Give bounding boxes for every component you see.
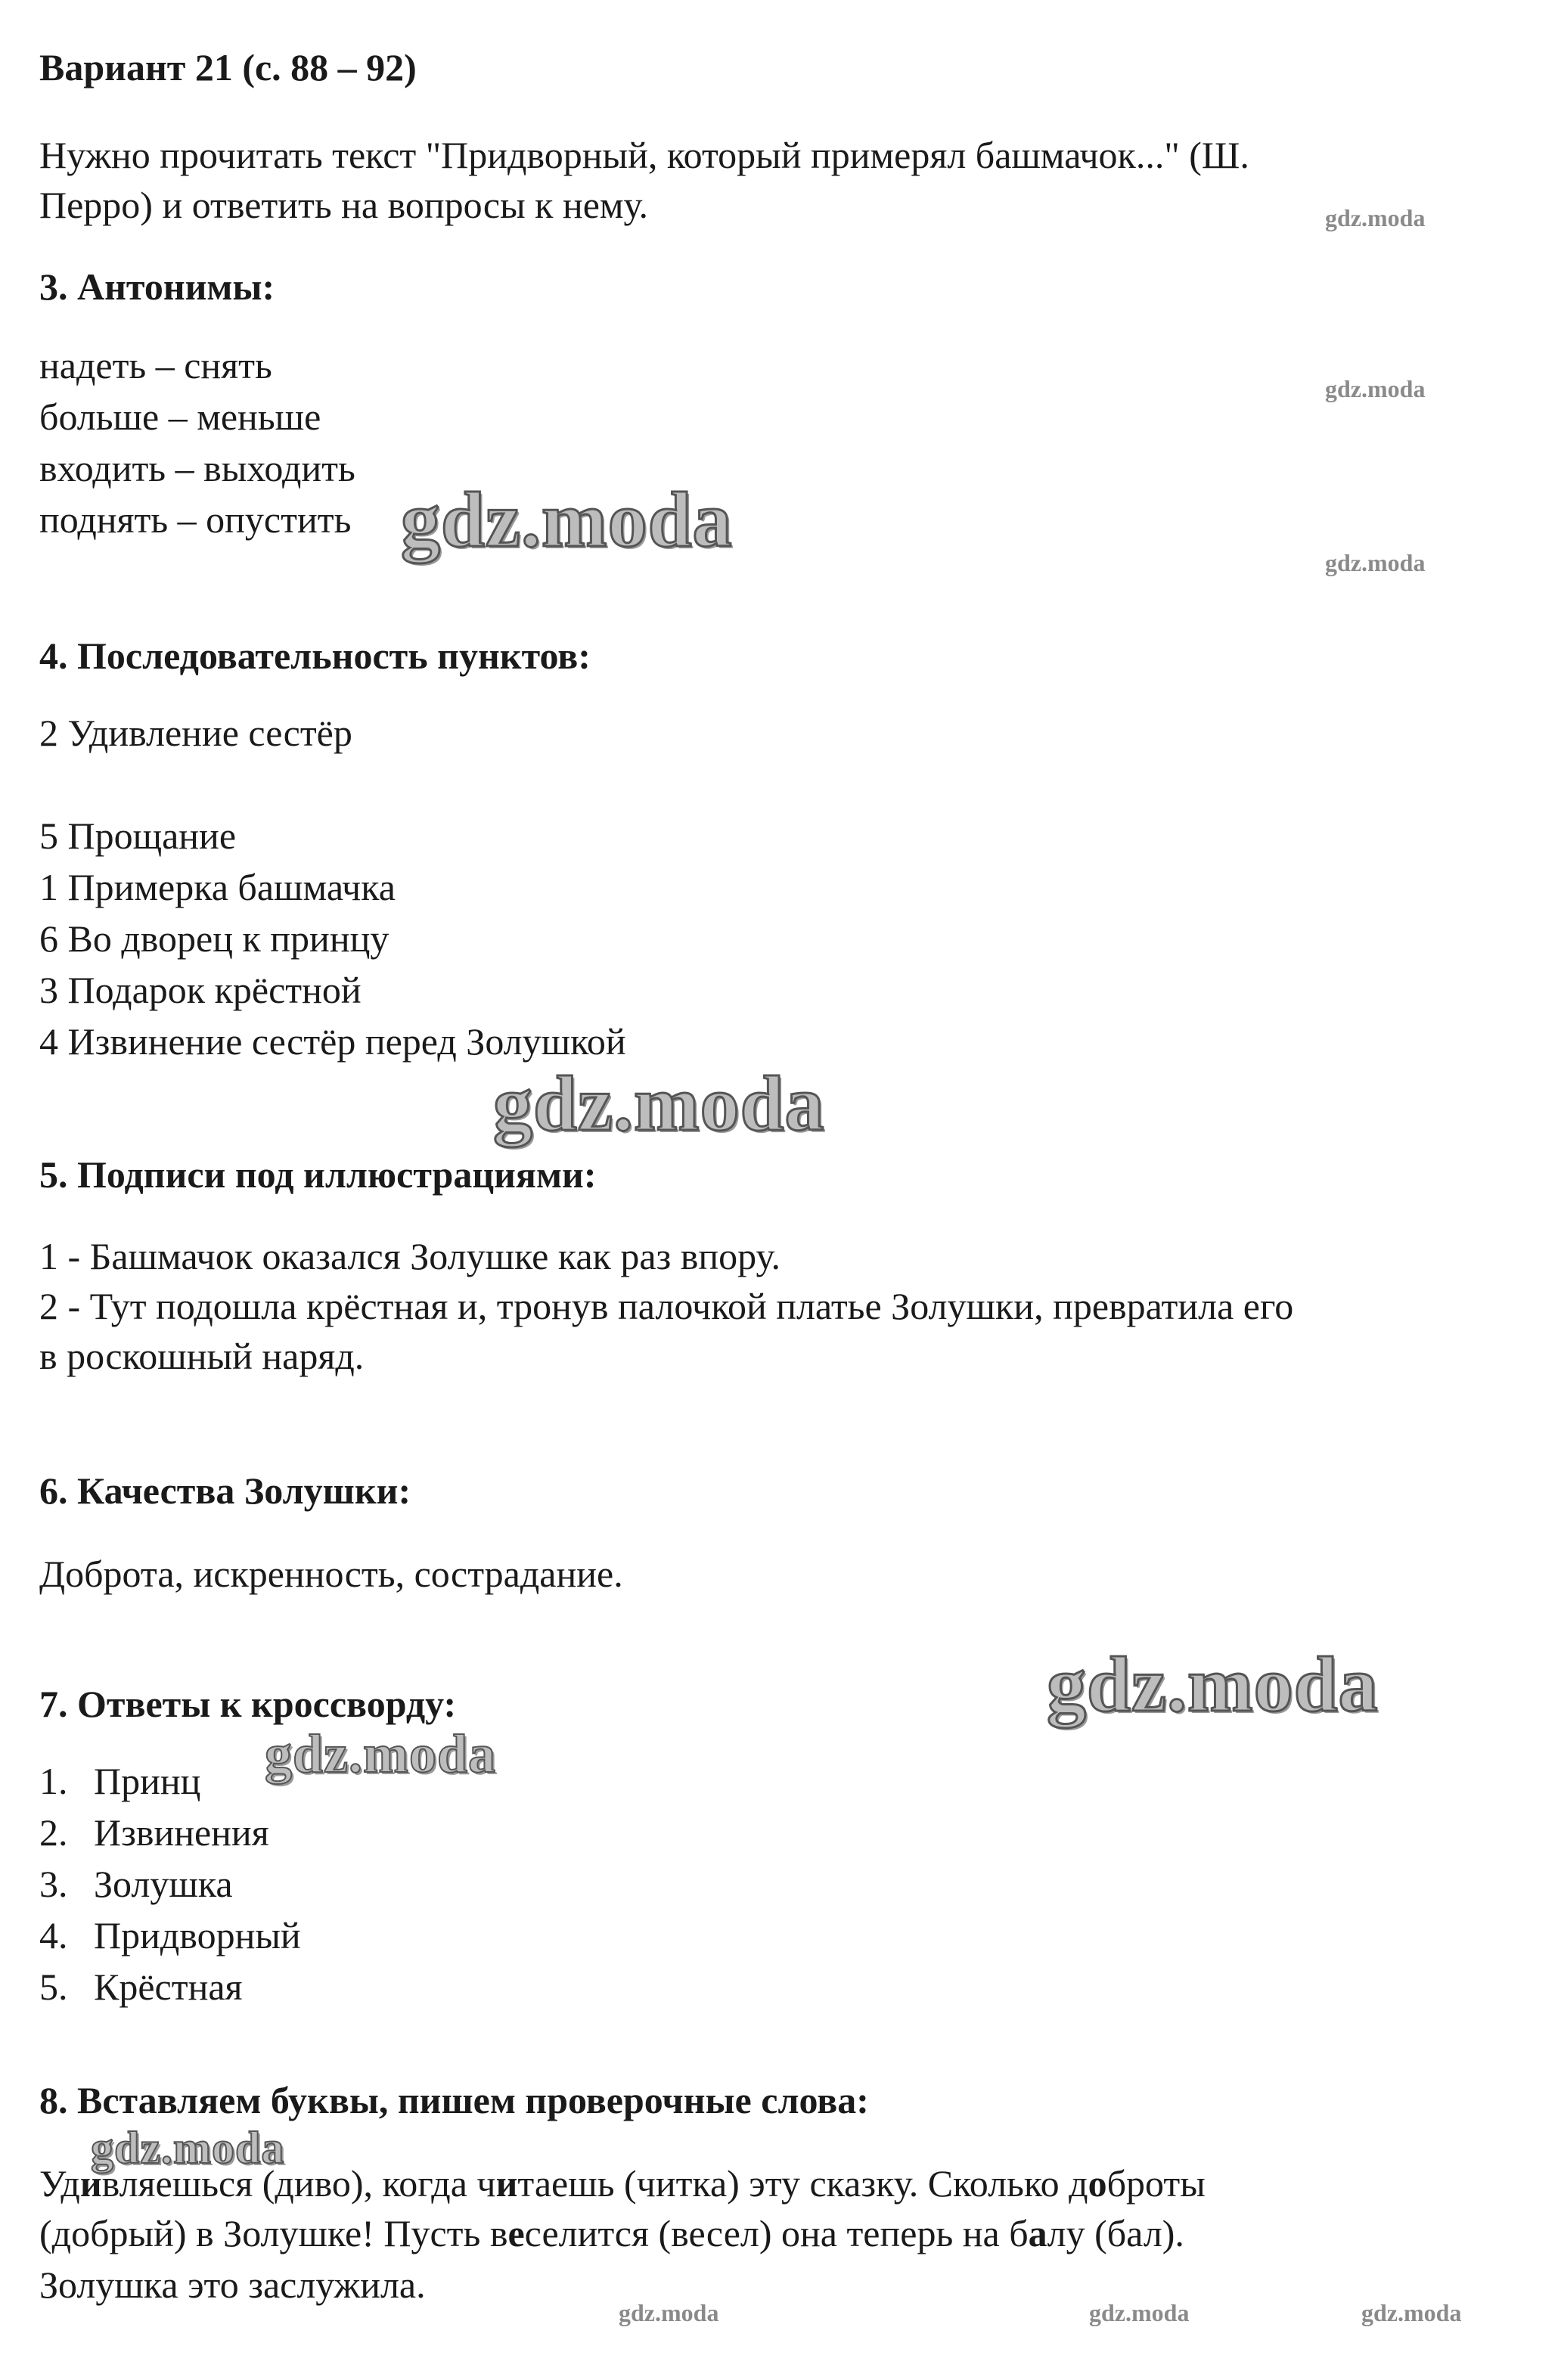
watermark: gdz.moda	[401, 476, 733, 563]
intro-line-1: Нужно прочитать текст "Придворный, который примерял башмачок..." (Ш.	[39, 134, 1249, 176]
section-7-heading: 7. Ответы к кроссворду:	[39, 1683, 457, 1725]
text-fragment: вляешься (диво), когда ч	[101, 2162, 496, 2205]
answer-number: 4.	[39, 1914, 68, 1956]
sequence-item: 3 Подарок крёстной	[39, 969, 362, 1011]
intro-line-2: Перро) и ответить на вопросы к нему.	[39, 184, 649, 226]
inserted-letter: и	[495, 2162, 518, 2205]
text-fragment: таешь (читка) эту сказку. Сколько д	[517, 2162, 1088, 2205]
text-fragment: (добрый) в Золушке! Пусть в	[39, 2212, 508, 2254]
answer-number: 1.	[39, 1760, 68, 1802]
caption-line: в роскошный наряд.	[39, 1335, 365, 1377]
antonym-line: больше – меньше	[39, 396, 321, 438]
text-fragment: Уд	[39, 2162, 80, 2205]
section-4-heading: 4. Последовательность пунктов:	[39, 635, 591, 677]
watermark: gdz.moda	[1325, 204, 1426, 231]
text-fragment: селится (весел) она теперь на б	[524, 2212, 1029, 2254]
section-6-heading: 6. Качества Золушки:	[39, 1469, 411, 1512]
page-title: Вариант 21 (с. 88 – 92)	[39, 46, 417, 88]
section-8-heading: 8. Вставляем буквы, пишем проверочные слова:	[39, 2079, 869, 2121]
sequence-item: 1 Примерка башмачка	[39, 866, 396, 908]
sequence-item: 6 Во дворец к принцу	[39, 917, 389, 960]
answer-number: 3.	[39, 1863, 68, 1905]
caption-line: 2 - Тут подошла крёстная и, тронув палочкой платье Золушки, превратила его	[39, 1285, 1294, 1327]
antonym-line: поднять – опустить	[39, 498, 352, 541]
qualities-line: Доброта, искренность, сострадание.	[39, 1553, 623, 1595]
crossword-answer	[39, 1756, 201, 1806]
answer-text: Принц	[94, 1760, 201, 1802]
sequence-item: 2 Удивление сестёр	[39, 712, 352, 754]
watermark: gdz.moda	[493, 1060, 825, 1147]
watermark: gdz.moda	[619, 2299, 719, 2326]
caption-line: 1 - Башмачок оказался Золушке как раз впору.	[39, 1235, 780, 1277]
crossword-answer	[39, 1807, 269, 1857]
inserted-letter: о	[1088, 2162, 1107, 2205]
inserted-letter: е	[507, 2212, 525, 2254]
inserted-letter: а	[1028, 2212, 1047, 2254]
answer-number: 5.	[39, 1966, 68, 2008]
crossword-answer	[39, 1910, 301, 1960]
antonym-line: надеть – снять	[39, 344, 272, 386]
crossword-answer	[39, 1962, 243, 2012]
text-fragment: лу (бал).	[1047, 2212, 1184, 2254]
watermark: gdz.moda	[1325, 375, 1426, 402]
watermark: gdz.moda	[265, 1724, 497, 1784]
answer-text: Извинения	[94, 1811, 269, 1854]
crossword-answer	[39, 1859, 233, 1909]
section-3-heading: 3. Антонимы:	[39, 265, 275, 308]
watermark: gdz.moda	[1047, 1641, 1379, 1728]
answer-text: Придворный	[94, 1914, 301, 1956]
inserted-letter: и	[79, 2162, 102, 2205]
answer-number: 2.	[39, 1811, 68, 1854]
watermark: gdz.moda	[1361, 2299, 1462, 2326]
watermark: gdz.moda	[91, 2123, 285, 2173]
text-fragment: броты	[1106, 2162, 1206, 2205]
answer-text: Золушка	[94, 1863, 233, 1905]
answer-text: Крёстная	[94, 1966, 243, 2008]
antonym-line: входить – выходить	[39, 447, 355, 489]
watermark: gdz.moda	[1325, 549, 1426, 576]
sequence-item: 4 Извинение сестёр перед Золушкой	[39, 1020, 626, 1063]
section-5-heading: 5. Подписи под иллюстрациями:	[39, 1153, 597, 1196]
exercise-line-3: Золушка это заслужила.	[39, 2264, 426, 2306]
watermark: gdz.moda	[1089, 2299, 1190, 2326]
exercise-line-2	[39, 2208, 1184, 2258]
sequence-item: 5 Прощание	[39, 815, 237, 857]
